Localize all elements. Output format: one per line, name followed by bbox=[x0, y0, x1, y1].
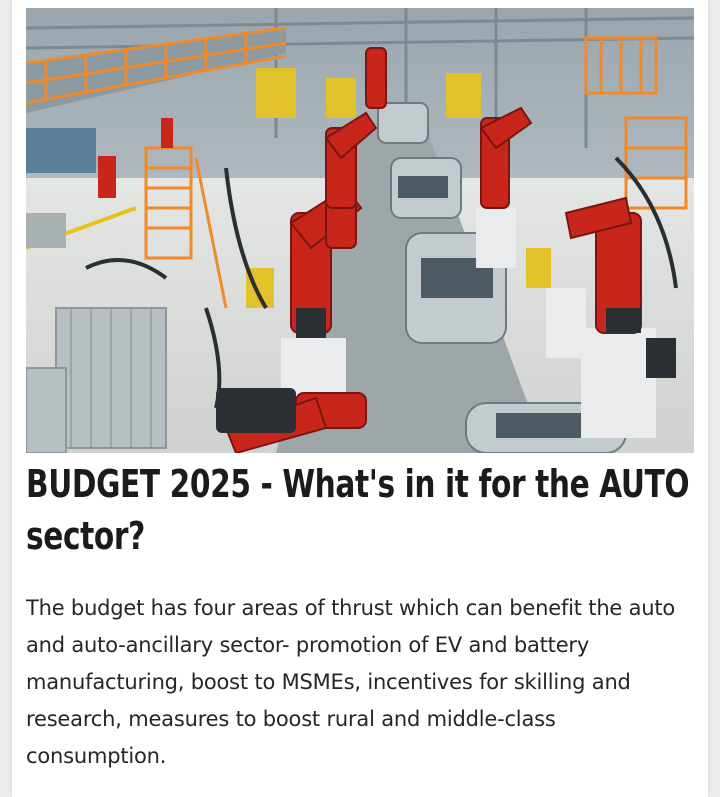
factory-illustration bbox=[26, 8, 694, 453]
article-headline[interactable]: BUDGET 2025 - What's in it for the AUTO sector? bbox=[26, 462, 690, 558]
article-hero-image[interactable] bbox=[26, 8, 694, 453]
article-card[interactable] bbox=[12, 0, 708, 797]
article-summary: The budget has four areas of thrust which can benefit the auto and auto-ancillary sector- promotion of EV and battery manufacturing, boost to MSMEs, incentives for skilling and research, measures to boost rural and middle-class consumption. bbox=[26, 596, 676, 768]
